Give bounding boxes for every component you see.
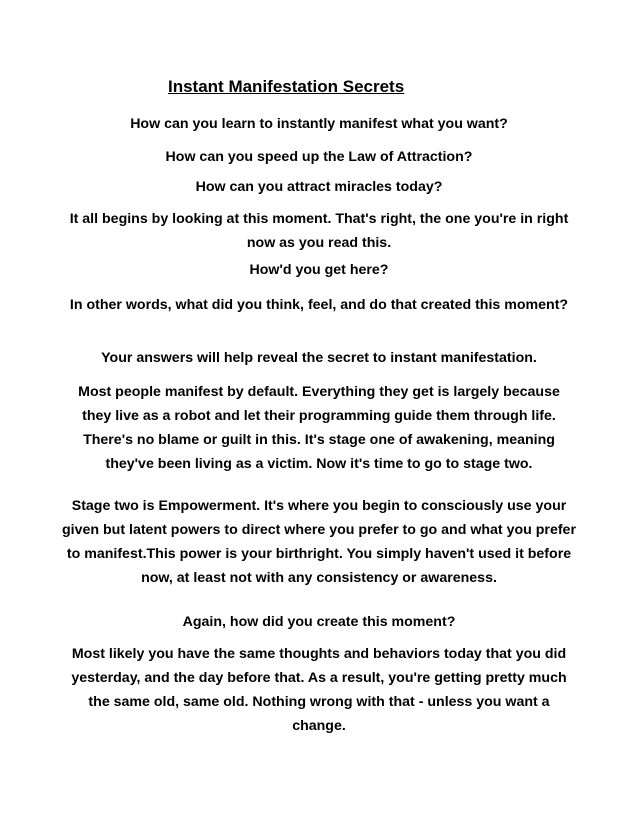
paragraph-10: Again, how did you create this moment? (182, 614, 456, 630)
document-title: Instant Manifestation Secrets (168, 77, 405, 96)
paragraph-1: How can you learn to instantly manifest what you want? (130, 116, 508, 132)
paragraph-11: Most likely you have the same thoughts and behaviors today that you did yesterday, and the day before that. As a result, you're getting pretty much the same old, same old. Nothing wrong with that - unless you want a change. (71, 646, 567, 734)
paragraph-6: In other words, what did you think, feel, and do that created this moment? (69, 297, 569, 313)
paragraph-2: How can you speed up the Law of Attraction? (165, 149, 473, 165)
paragraph-4: It all begins by looking at this moment. That's right, the one you're in right now as you read this. (69, 211, 569, 251)
paragraph-8: Most people manifest by default. Everything they get is largely because they live as a robot and let their programming guide them through life. There's no blame or guilt in this. It's stage one of awakening, meaning they've been living as a victim. Now it's time to go to stage two. (78, 384, 560, 472)
paragraph-7: Your answers will help reveal the secret to instant manifestation. (101, 350, 537, 366)
paragraph-5: How'd you get here? (249, 262, 389, 278)
paragraph-9: Stage two is Empowerment. It's where you begin to consciously use your given but latent powers to direct where you prefer to go and what you prefer to manifest.This power is your birthright. You simply haven't used it before now, at least not with any consistency or awareness. (62, 498, 576, 586)
paragraph-3: How can you attract miracles today? (195, 179, 443, 195)
